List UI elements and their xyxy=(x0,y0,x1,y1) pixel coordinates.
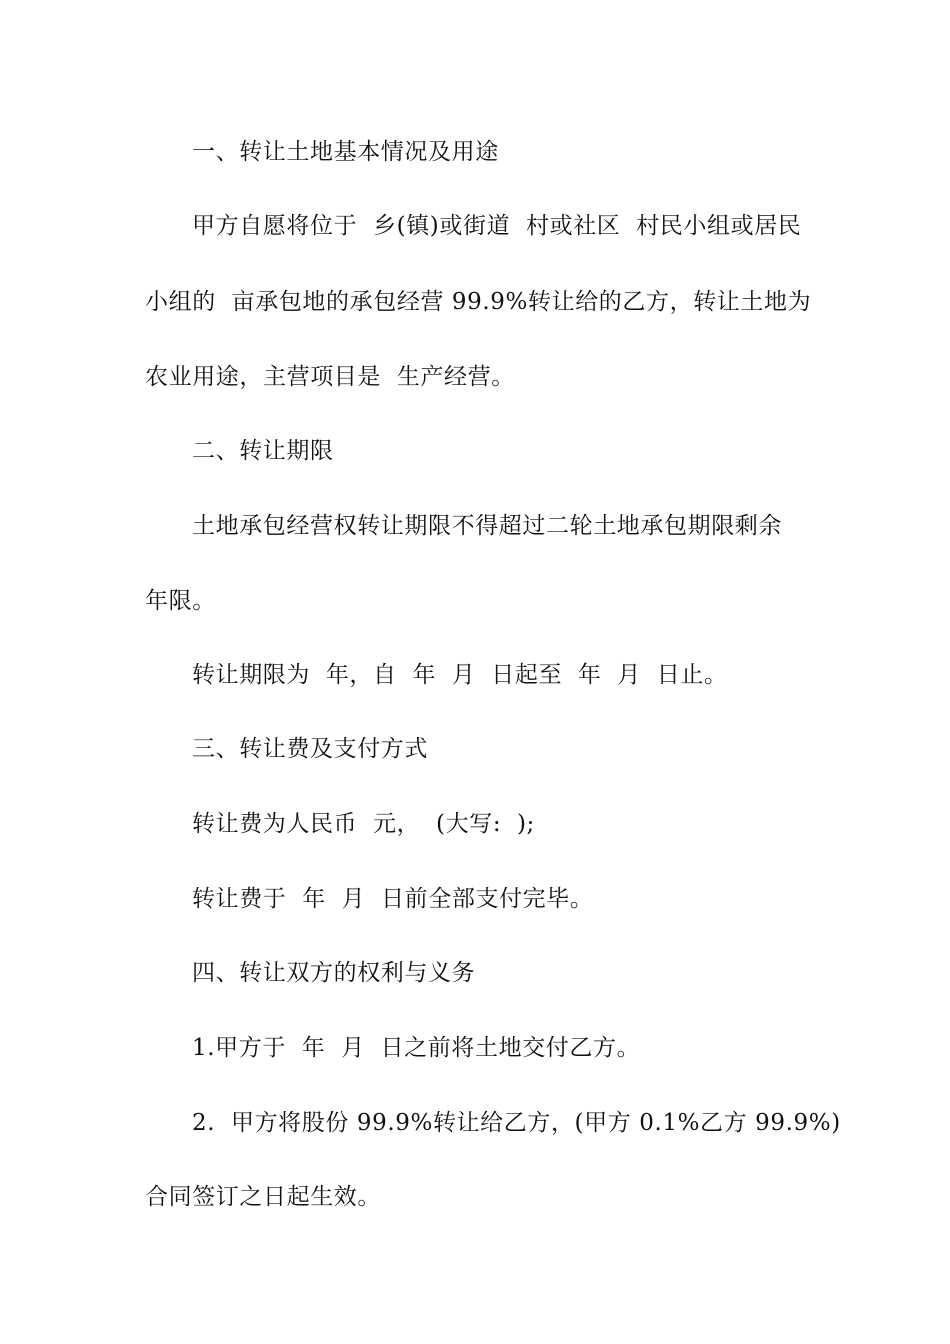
paragraph-line: 土地承包经营权转让期限不得超过二轮土地承包期限剩余 xyxy=(192,513,782,539)
section-heading-1: 一、转让土地基本情况及用途 xyxy=(192,139,499,165)
paragraph-line: 甲方自愿将位于 乡(镇)或街道 村或社区 村民小组或居民 xyxy=(192,213,802,239)
paragraph-line: 农业用途，主营项目是 生产经营。 xyxy=(145,364,515,390)
list-item: 2. 甲方将股份 99.9%转让给乙方，(甲方 0.1%乙方 99.9%) xyxy=(192,1110,841,1136)
paragraph-line: 小组的 亩承包地的承包经营 99.9%转让给的乙方，转让土地为 xyxy=(145,289,812,315)
paragraph-line: 转让期限为 年，自 年 月 日起至 年 月 日止。 xyxy=(192,662,728,688)
paragraph-line: 年限。 xyxy=(145,588,216,614)
section-heading-4: 四、转让双方的权利与义务 xyxy=(192,960,476,986)
paragraph-line: 转让费于 年 月 日前全部支付完毕。 xyxy=(192,886,594,912)
section-heading-2: 二、转让期限 xyxy=(192,438,334,464)
paragraph-line: 合同签订之日起生效。 xyxy=(145,1184,381,1210)
list-item: 1.甲方于 年 月 日之前将土地交付乙方。 xyxy=(192,1035,641,1061)
section-heading-3: 三、转让费及支付方式 xyxy=(192,736,428,762)
paragraph-line: 转让费为人民币 元， (大写: ); xyxy=(192,811,535,837)
